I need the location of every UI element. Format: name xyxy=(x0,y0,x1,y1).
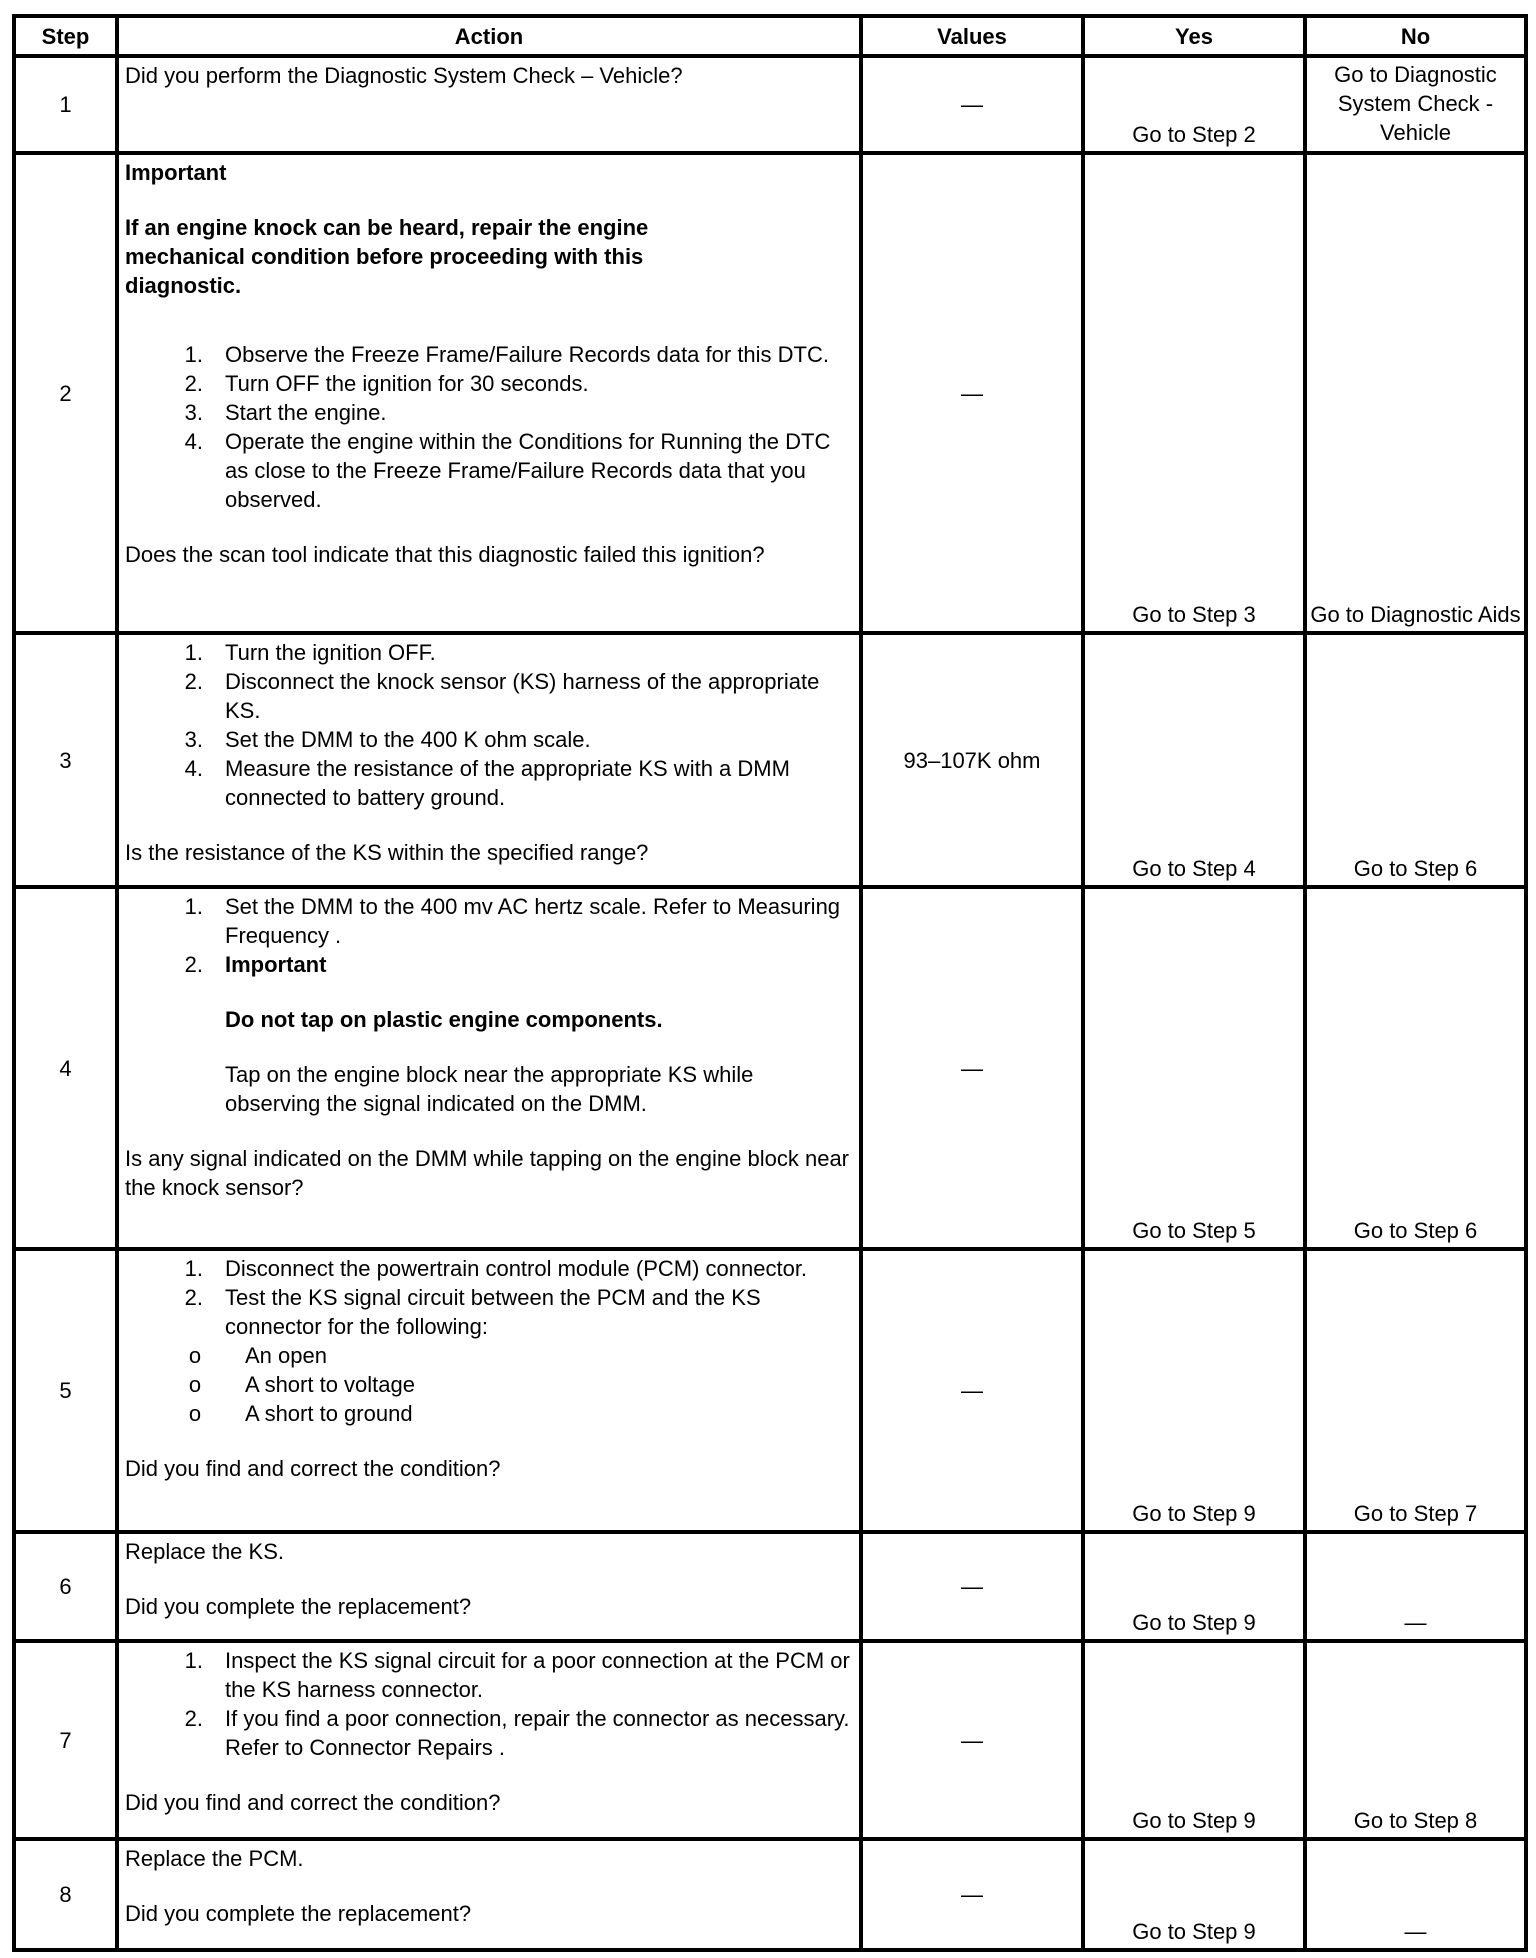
values-cell: — xyxy=(861,1641,1083,1839)
values-cell: — xyxy=(861,1839,1083,1950)
step-number: 8 xyxy=(14,1839,117,1950)
header-action: Action xyxy=(117,16,861,56)
step-number: 5 xyxy=(14,1249,117,1532)
sub-list-item: o A short to voltage xyxy=(188,1372,415,1397)
action-text: Replace the PCM. xyxy=(125,1846,304,1871)
important-label: Important xyxy=(225,952,327,977)
list-item: 1. Disconnect the powertrain control module (PCM) connector. xyxy=(184,1256,808,1281)
yes-cell: Go to Step 9 xyxy=(1083,1641,1305,1839)
list-item: 2. Test the KS signal circuit between the PCM and the KS connector for the following: o An open o A short to voltage o A short to ground xyxy=(125,1283,853,1428)
list-item: 1. Turn the ignition OFF. xyxy=(184,640,436,665)
values-cell: — xyxy=(861,887,1083,1249)
values-cell: — xyxy=(861,56,1083,153)
action-question: Is the resistance of the KS within the specified range? xyxy=(125,840,649,865)
procedure-list xyxy=(125,892,853,1118)
procedure-list xyxy=(125,340,853,514)
table-row xyxy=(14,887,1526,1249)
important-text: Do not tap on plastic engine components. xyxy=(225,1007,663,1032)
action-cell xyxy=(117,56,861,153)
yes-cell: Go to Step 5 xyxy=(1083,887,1305,1249)
sub-list-item: o A short to ground xyxy=(188,1401,413,1426)
action-cell xyxy=(117,887,861,1249)
action-question: Does the scan tool indicate that this diagnostic failed this ignition? xyxy=(125,542,765,567)
list-item: 1. Observe the Freeze Frame/Failure Records data for this DTC. xyxy=(184,342,829,367)
no-cell: Go to Diagnostic Aids xyxy=(1305,153,1526,633)
action-question: Did you complete the replacement? xyxy=(125,1901,472,1926)
no-cell: Go to Step 6 xyxy=(1305,633,1526,887)
step-number: 2 xyxy=(14,153,117,633)
table-row xyxy=(14,633,1526,887)
yes-cell: Go to Step 2 xyxy=(1083,56,1305,153)
step-number: 4 xyxy=(14,887,117,1249)
values-cell: — xyxy=(861,1532,1083,1641)
action-cell xyxy=(117,1641,861,1839)
header-step: Step xyxy=(14,16,117,56)
no-cell: Go to Step 8 xyxy=(1305,1641,1526,1839)
list-item: 1. Set the DMM to the 400 mv AC hertz scale. Refer to Measuring Frequency . xyxy=(184,894,841,948)
values-cell: 93–107K ohm xyxy=(861,633,1083,887)
procedure-list xyxy=(125,1254,853,1428)
yes-cell: Go to Step 9 xyxy=(1083,1249,1305,1532)
no-cell: — xyxy=(1305,1532,1526,1641)
action-question: Did you perform the Diagnostic System Check – Vehicle? xyxy=(125,63,683,88)
action-question: Did you find and correct the condition? xyxy=(125,1790,501,1815)
step-number: 1 xyxy=(14,56,117,153)
step-number: 6 xyxy=(14,1532,117,1641)
table-row xyxy=(14,1641,1526,1839)
action-cell xyxy=(117,633,861,887)
list-item: 3. Set the DMM to the 400 K ohm scale. xyxy=(184,727,591,752)
list-item: 4. Measure the resistance of the appropriate KS with a DMM connected to battery ground. xyxy=(184,756,790,810)
values-cell: — xyxy=(861,1249,1083,1532)
action-cell xyxy=(117,153,861,633)
values-cell: — xyxy=(861,153,1083,633)
list-item: 3. Start the engine. xyxy=(184,400,387,425)
table-row xyxy=(14,1249,1526,1532)
header-row xyxy=(14,16,1526,56)
no-cell: — xyxy=(1305,1839,1526,1950)
important-label: Important xyxy=(125,160,227,185)
no-cell: Go to Step 6 xyxy=(1305,887,1526,1249)
action-text: Replace the KS. xyxy=(125,1539,284,1564)
important-text: If an engine knock can be heard, repair the engine mechanical condition before proceeding with this diagnostic. xyxy=(125,215,649,298)
list-item: 2. Disconnect the knock sensor (KS) harness of the appropriate KS. xyxy=(184,669,820,723)
table-row xyxy=(14,1839,1526,1950)
action-question: Did you find and correct the condition? xyxy=(125,1456,501,1481)
header-values: Values xyxy=(861,16,1083,56)
list-item: 2. Important Do not tap on plastic engine components. Tap on the engine block near the appropriate KS while observing the signal indicated on the DMM. xyxy=(125,950,853,1118)
list-item: 1. Inspect the KS signal circuit for a poor connection at the PCM or the KS harness connector. xyxy=(184,1648,850,1702)
table-row xyxy=(14,1532,1526,1641)
procedure-list xyxy=(125,638,853,812)
diagnostic-table xyxy=(12,14,1528,1952)
action-question: Did you complete the replacement? xyxy=(125,1594,472,1619)
sub-list-item: o An open xyxy=(188,1343,327,1368)
table-row xyxy=(14,153,1526,633)
yes-cell: Go to Step 9 xyxy=(1083,1839,1305,1950)
step-number: 7 xyxy=(14,1641,117,1839)
no-cell: Go to Diagnostic System Check - Vehicle xyxy=(1305,56,1526,153)
list-item-text: Test the KS signal circuit between the PCM and the KS connector for the following: xyxy=(225,1285,761,1339)
step-number: 3 xyxy=(14,633,117,887)
list-item: 4. Operate the engine within the Conditions for Running the DTC as close to the Freeze Frame/Failure Records data that you observed. xyxy=(184,429,831,512)
list-item-text: Tap on the engine block near the appropriate KS while observing the signal indicated on the DMM. xyxy=(225,1062,754,1116)
list-item: 2. If you find a poor connection, repair the connector as necessary. Refer to Connector Repairs . xyxy=(184,1706,850,1760)
header-yes: Yes xyxy=(1083,16,1305,56)
action-cell xyxy=(117,1249,861,1532)
no-cell: Go to Step 7 xyxy=(1305,1249,1526,1532)
yes-cell: Go to Step 9 xyxy=(1083,1532,1305,1641)
yes-cell: Go to Step 3 xyxy=(1083,153,1305,633)
action-cell xyxy=(117,1839,861,1950)
table-row xyxy=(14,56,1526,153)
header-no: No xyxy=(1305,16,1526,56)
action-cell xyxy=(117,1532,861,1641)
action-question: Is any signal indicated on the DMM while tapping on the engine block near the knock sensor? xyxy=(125,1146,850,1200)
sub-list xyxy=(145,1341,853,1428)
procedure-list xyxy=(125,1646,853,1762)
list-item: 2. Turn OFF the ignition for 30 seconds. xyxy=(184,371,589,396)
yes-cell: Go to Step 4 xyxy=(1083,633,1305,887)
